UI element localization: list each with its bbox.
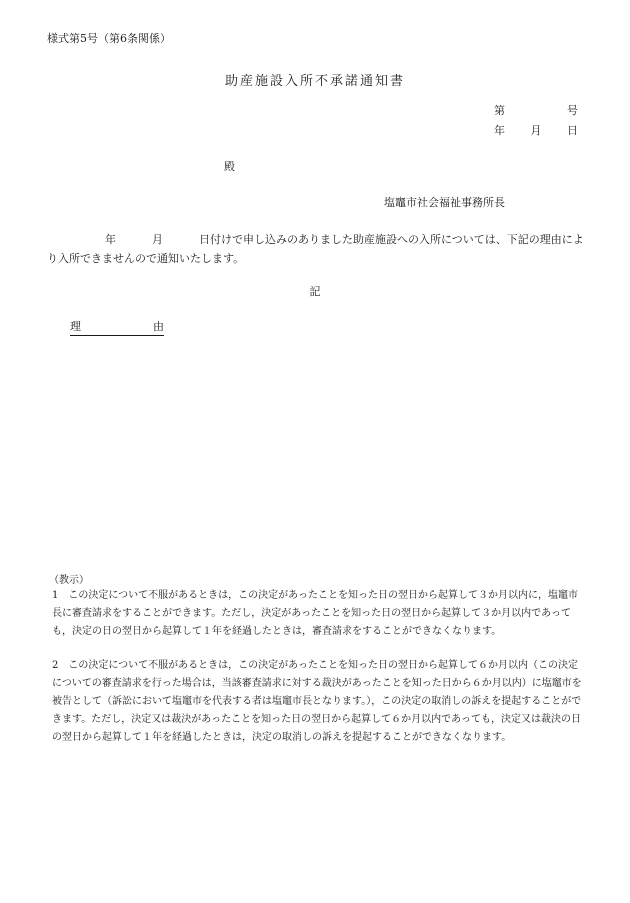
notice-body — [47, 230, 585, 268]
addressee: 殿 — [224, 160, 235, 173]
body-text: 日付けで申し込みのありました助産施設への入所については、下記の理由により入所できませんので通知いたします。 — [47, 233, 584, 265]
date-month: 月 — [530, 124, 542, 137]
instructions-heading: （教示） — [49, 575, 89, 586]
number-suffix: 号 — [567, 104, 578, 117]
reason-label — [70, 318, 164, 336]
date-year: 年 — [494, 124, 505, 137]
document-title: 助産施設入所不承諾通知書 — [224, 74, 405, 89]
reason-char-2: 由 — [153, 320, 164, 333]
ki-heading: 記 — [309, 285, 321, 298]
instruction-item-2: 2 この決定について不服があるときは，この決定があったことを知った日の翌日から起算して６か月以内（この決定についての審査請求を行った場合は，当該審査請求に対する裁決があったことを知った日から６か月以内）に塩竈市を被告として（訴訟において塩竈市を代表する者は塩竈市長となります。），この決定の取消しの訴えを提起することができます。ただし，決定又は裁決があったことを知った日の翌日から起算して６か月以内であっても，決定又は裁決の日の翌日から起算して１年を経過したときは，決定の取消しの訴えを提起することができなくなります。 — [52, 660, 582, 743]
reason-char-1: 理 — [70, 320, 81, 333]
document-number — [494, 102, 578, 118]
instruction-item-1: 1 この決定について不服があるときは，この決定があったことを知った日の翌日から起算して３か月以内に，塩竈市長に審査請求をすることができます。ただし，決定があったことを知った日の翌日から起算して３か月以内であっても，決定の日の翌日から起算して１年を経過したときは，審査請求をすることができなくなります。 — [52, 590, 579, 637]
sender: 塩竈市社会福祉事務所長 — [384, 196, 505, 209]
body-year: 年 — [105, 233, 116, 246]
number-prefix: 第 — [494, 104, 505, 117]
date-day: 日 — [567, 124, 578, 137]
form-number: 様式第5号（第6条関係） — [47, 32, 171, 45]
body-month: 月 — [152, 233, 163, 246]
issue-date — [494, 122, 578, 138]
